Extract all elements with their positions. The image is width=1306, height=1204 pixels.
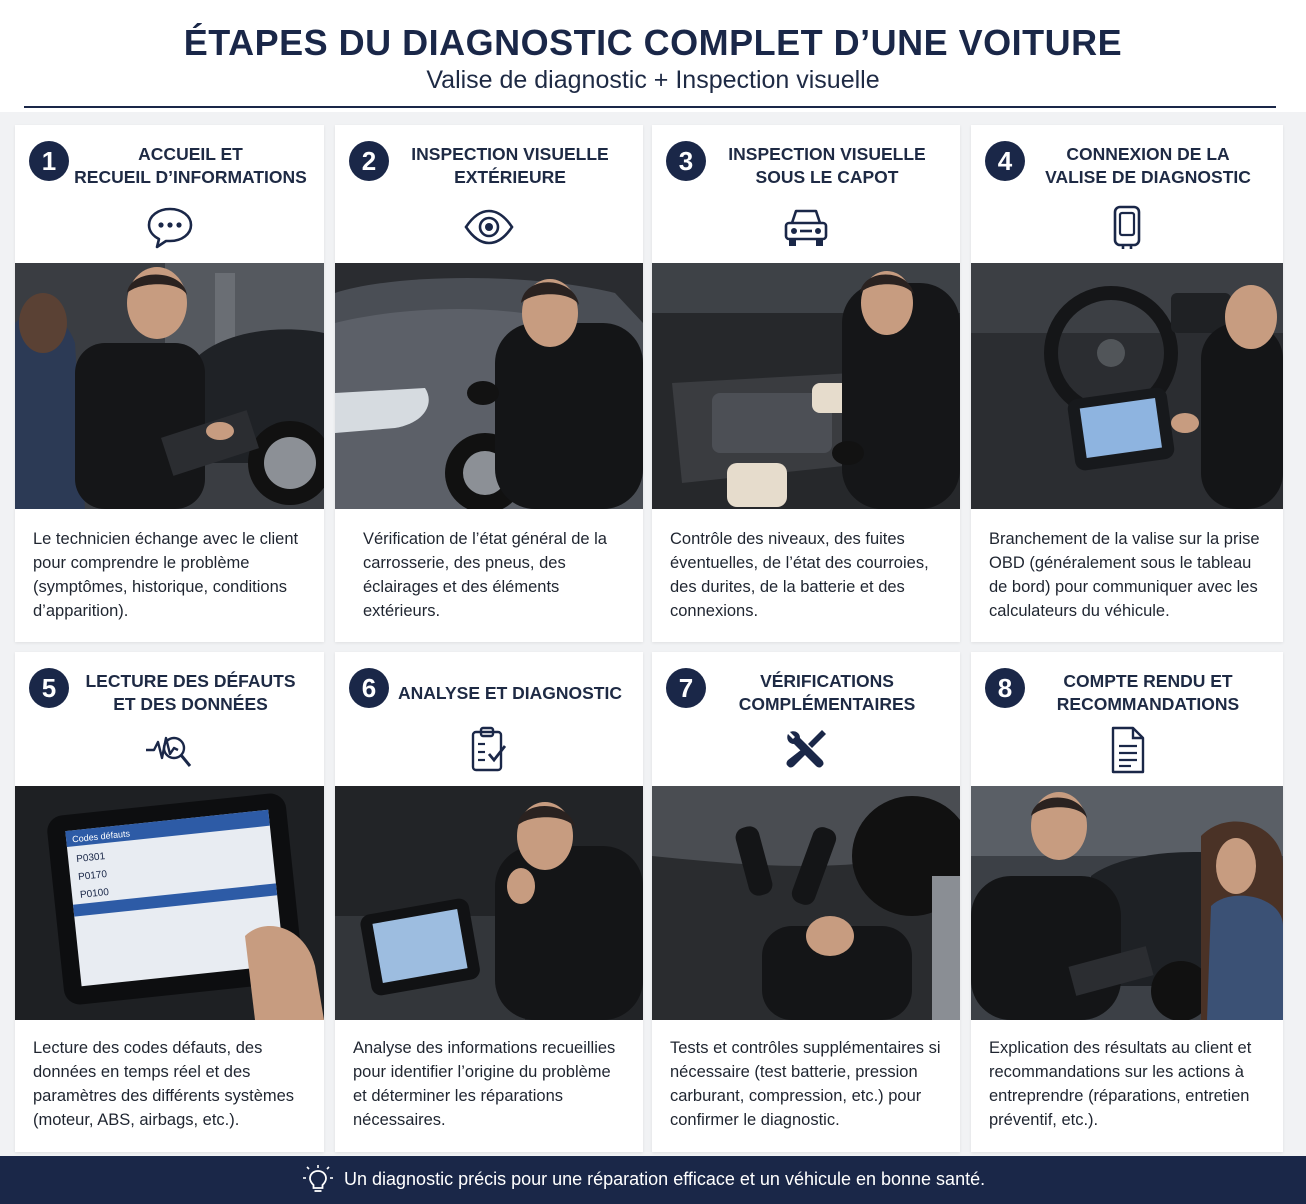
step-description: Explication des résultats au client et recommandations sur les actions à entreprendre (réparations, entretien préventif, etc.).: [989, 1039, 1252, 1129]
step-photo-connection: [971, 263, 1283, 509]
step-description: Lecture des codes défauts, des données en temps réel et des paramètres des différents systèmes (moteur, ABS, airbags, etc.).: [33, 1039, 295, 1129]
step-card-8: [971, 652, 1283, 1152]
step-header: [15, 125, 324, 261]
step-description: Analyse des informations recueillies pour identifier l’origine du problème et déterminer les réparations nécessaires.: [353, 1039, 616, 1129]
step-description: Contrôle des niveaux, des fuites éventuelles, de l’état des courroies, des durites, de la batterie et des connexions.: [670, 530, 929, 620]
step-header: [335, 652, 643, 788]
step-card-4: [971, 125, 1283, 642]
step-card-1: [15, 125, 324, 642]
page-subtitle: Valise de diagnostic + Inspection visuelle: [426, 66, 880, 94]
car-front-icon: [780, 201, 832, 253]
step-title: INSPECTION VISUELLE EXTÉRIEURE: [411, 144, 609, 187]
eye-icon: [463, 201, 515, 253]
page-title: ÉTAPES DU DIAGNOSTIC COMPLET D’UNE VOITURE: [183, 22, 1123, 63]
tablet-code: P0100: [79, 886, 110, 901]
step-number-badge: 6: [349, 668, 389, 708]
step-card-5: [15, 652, 324, 1152]
step-number-badge: 7: [666, 668, 706, 708]
tablet-code: P0301: [75, 851, 106, 866]
step-card-6: [335, 652, 643, 1152]
step-photo-report: [971, 786, 1283, 1020]
tablet-heading: Codes défauts: [71, 828, 131, 845]
step-header: [335, 125, 643, 261]
chat-bubble-icon: [144, 201, 196, 253]
step-number-badge: 4: [985, 141, 1025, 181]
steps-grid: [0, 112, 1306, 1156]
step-header: [652, 125, 960, 261]
step-number-badge: 3: [666, 141, 706, 181]
footer-banner: [0, 1156, 1306, 1204]
step-number-badge: 5: [29, 668, 69, 708]
step-photo-engine: [652, 263, 960, 509]
step-title: VÉRIFICATIONS COMPLÉMENTAIRES: [738, 671, 916, 714]
step-number-badge: 1: [29, 141, 69, 181]
step-description: Branchement de la valise sur la prise OBD (généralement sous le tableau de bord) pour communiquer avec les calculateurs du véhicule.: [989, 530, 1260, 620]
step-photo-reception: [15, 263, 324, 509]
header: [0, 0, 1306, 112]
step-number-badge: 2: [349, 141, 389, 181]
step-card-2: [335, 125, 643, 642]
footer-text: Un diagnostic précis pour une réparation efficace et un véhicule en bonne santé.: [344, 1169, 986, 1189]
step-header: [652, 652, 960, 788]
wrench-screwdriver-icon: [780, 724, 832, 776]
step-header: [15, 652, 324, 788]
step-title: INSPECTION VISUELLE SOUS LE CAPOT: [728, 144, 926, 187]
step-header: [971, 652, 1283, 788]
step-card-7: [652, 652, 960, 1152]
document-icon: [1101, 724, 1153, 776]
step-title: LECTURE DES DÉFAUTS ET DES DONNÉES: [85, 671, 296, 714]
step-title: ANALYSE ET DIAGNOSTIC: [398, 683, 622, 703]
lightbulb-icon: [302, 1164, 334, 1196]
step-description: Tests et contrôles supplémentaires si nécessaire (test batterie, pression carburant, compression, etc.) pour confirmer le diagnostic.: [670, 1039, 941, 1129]
step-number-badge: 8: [985, 668, 1025, 708]
step-description: Le technicien échange avec le client pour comprendre le problème (symptômes, historique, conditions d’apparition).: [33, 530, 299, 620]
step-photo-exterior: [335, 263, 643, 509]
step-title: ACCUEIL ET RECUEIL D’INFORMATIONS: [74, 144, 307, 187]
signal-magnifier-icon: [144, 724, 196, 776]
step-header: [971, 125, 1283, 261]
step-description: Vérification de l’état général de la carrosserie, des pneus, des éclairages et des éléments extérieurs.: [363, 530, 607, 620]
step-title: CONNEXION DE LA VALISE DE DIAGNOSTIC: [1045, 144, 1251, 187]
step-card-3: [652, 125, 960, 642]
tablet-code: P0170: [77, 869, 108, 883]
step-photo-analysis: [335, 786, 643, 1020]
obd-connector-icon: [1101, 201, 1153, 253]
clipboard-check-icon: [463, 724, 515, 776]
step-photo-complementary: [652, 786, 960, 1020]
step-photo-tablet-codes: [15, 786, 324, 1020]
header-divider: [24, 106, 1276, 108]
step-title: COMPTE RENDU ET RECOMMANDATIONS: [1056, 671, 1240, 714]
